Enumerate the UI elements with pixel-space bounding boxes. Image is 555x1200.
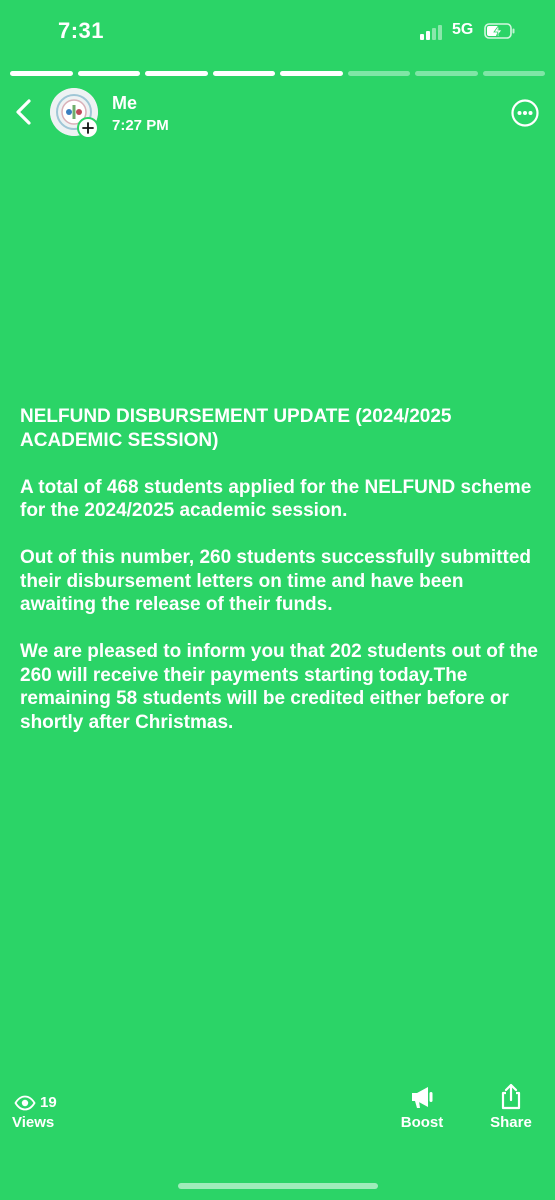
status-paragraph: A total of 468 students applied for the NELFUND scheme for the 2024/2025 academic session.	[20, 476, 532, 521]
megaphone-icon	[408, 1083, 436, 1111]
progress-segment	[415, 71, 478, 76]
progress-segment	[78, 71, 141, 76]
status-paragraph: Out of this number, 260 students successfully submitted their disbursement letters on time and have been awaiting the release of their funds.	[20, 547, 531, 615]
system-status-bar	[0, 0, 555, 64]
views-count: 19	[40, 1094, 57, 1111]
boost-button[interactable]	[390, 1083, 454, 1133]
status-text	[20, 405, 540, 758]
eye-icon	[14, 1095, 36, 1111]
network-type: 5G	[452, 21, 474, 38]
share-icon	[497, 1083, 525, 1111]
home-indicator[interactable]	[178, 1183, 378, 1189]
posted-time: 7:27 PM	[112, 117, 169, 134]
progress-segment	[483, 71, 546, 76]
battery-charging-icon	[484, 22, 516, 40]
boost-label: Boost	[400, 1114, 444, 1131]
plus-icon	[79, 119, 97, 137]
status-paragraph: We are pleased to inform you that 202 students out of the 260 will receive their payments starting today.The remaining 58 students will be credited either before or shortly after Christmas.	[20, 641, 539, 733]
more-horizontal-icon[interactable]	[510, 98, 540, 128]
views-button[interactable]	[12, 1094, 72, 1134]
progress-segment	[145, 71, 208, 76]
share-label: Share	[490, 1114, 532, 1131]
progress-segment	[10, 71, 73, 76]
poster-name: Me	[112, 93, 138, 113]
clock: 7:31	[58, 18, 105, 43]
status-heading: NELFUND DISBURSEMENT UPDATE (2024/2025 ACADEMIC SESSION)	[20, 406, 452, 451]
status-progress-bar	[10, 71, 545, 76]
progress-segment	[280, 71, 343, 76]
progress-segment	[213, 71, 276, 76]
chevron-left-icon[interactable]	[8, 96, 40, 128]
views-label: Views	[12, 1114, 55, 1131]
progress-segment	[348, 71, 411, 76]
share-button[interactable]	[479, 1083, 543, 1133]
add-status-badge[interactable]	[77, 117, 99, 139]
cellular-signal-icon	[420, 22, 444, 40]
